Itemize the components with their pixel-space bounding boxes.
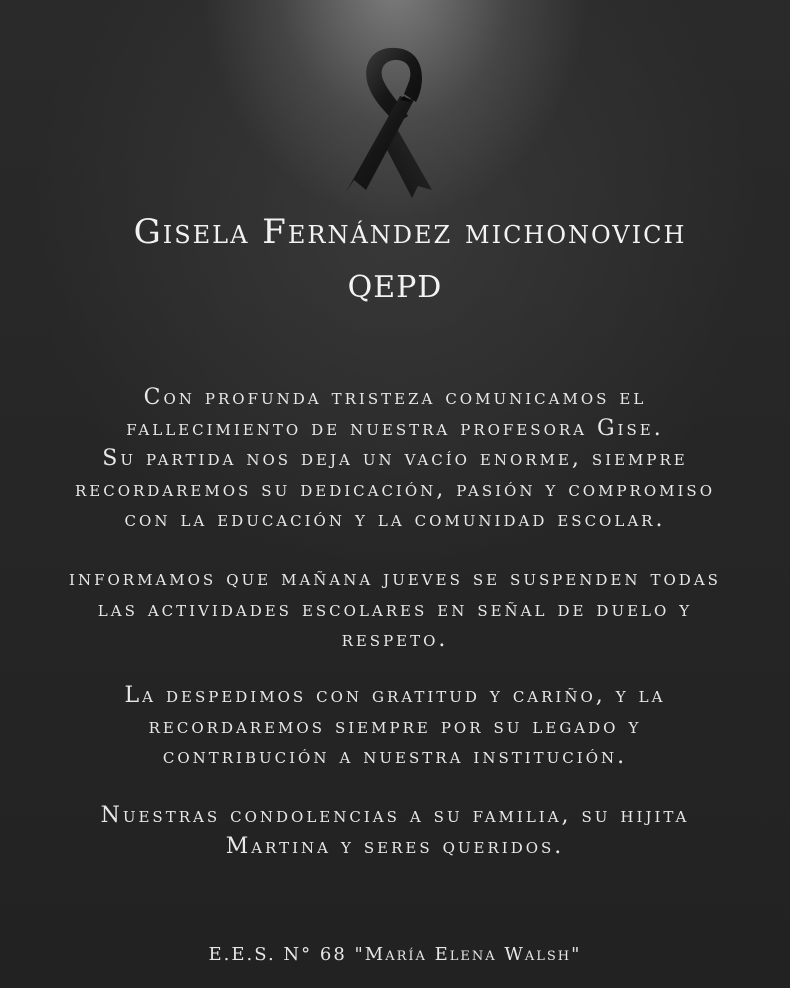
person-name: Gisela Fernández michonovich (133, 212, 687, 252)
paragraph-line: con la educación y la comunidad escolar. (124, 507, 666, 532)
paragraph-line: informamos que mañana jueves se suspenden todas (69, 566, 721, 591)
paragraph-line: contribución a nuestra institución. (162, 744, 628, 769)
paragraph-line: las actividades escolares en señal de duelo y (97, 596, 693, 622)
paragraph-announcement (0, 383, 790, 536)
paragraph-line: recordaremos su dedicación, pasión y compromiso (74, 476, 716, 502)
paragraph-line: Nuestras condolencias a su familia, su hijita (100, 803, 690, 828)
mourning-ribbon-icon (330, 40, 460, 200)
paragraph-line: fallecimiento de nuestra profesora Gise. (126, 415, 664, 441)
paragraph-line: Con profunda tristeza comunicamos el (143, 385, 647, 410)
paragraph-line: La despedimos con gratitud y cariño, y la (124, 683, 666, 708)
paragraph-condolences (0, 801, 790, 862)
paragraph-line: Martina y seres queridos. (225, 833, 565, 859)
paragraph-line: Su partida nos deja un vacío enorme, siempre (102, 446, 688, 471)
paragraph-line: respeto. (341, 627, 449, 652)
paragraph-suspension-notice (0, 564, 790, 656)
school-signature: E.E.S. N° 68 "María Elena Walsh" (208, 944, 582, 965)
paragraph-farewell (0, 681, 790, 773)
paragraph-line: recordaremos siempre por su legado y (148, 713, 642, 739)
qepd-label: QEPD (347, 270, 443, 305)
